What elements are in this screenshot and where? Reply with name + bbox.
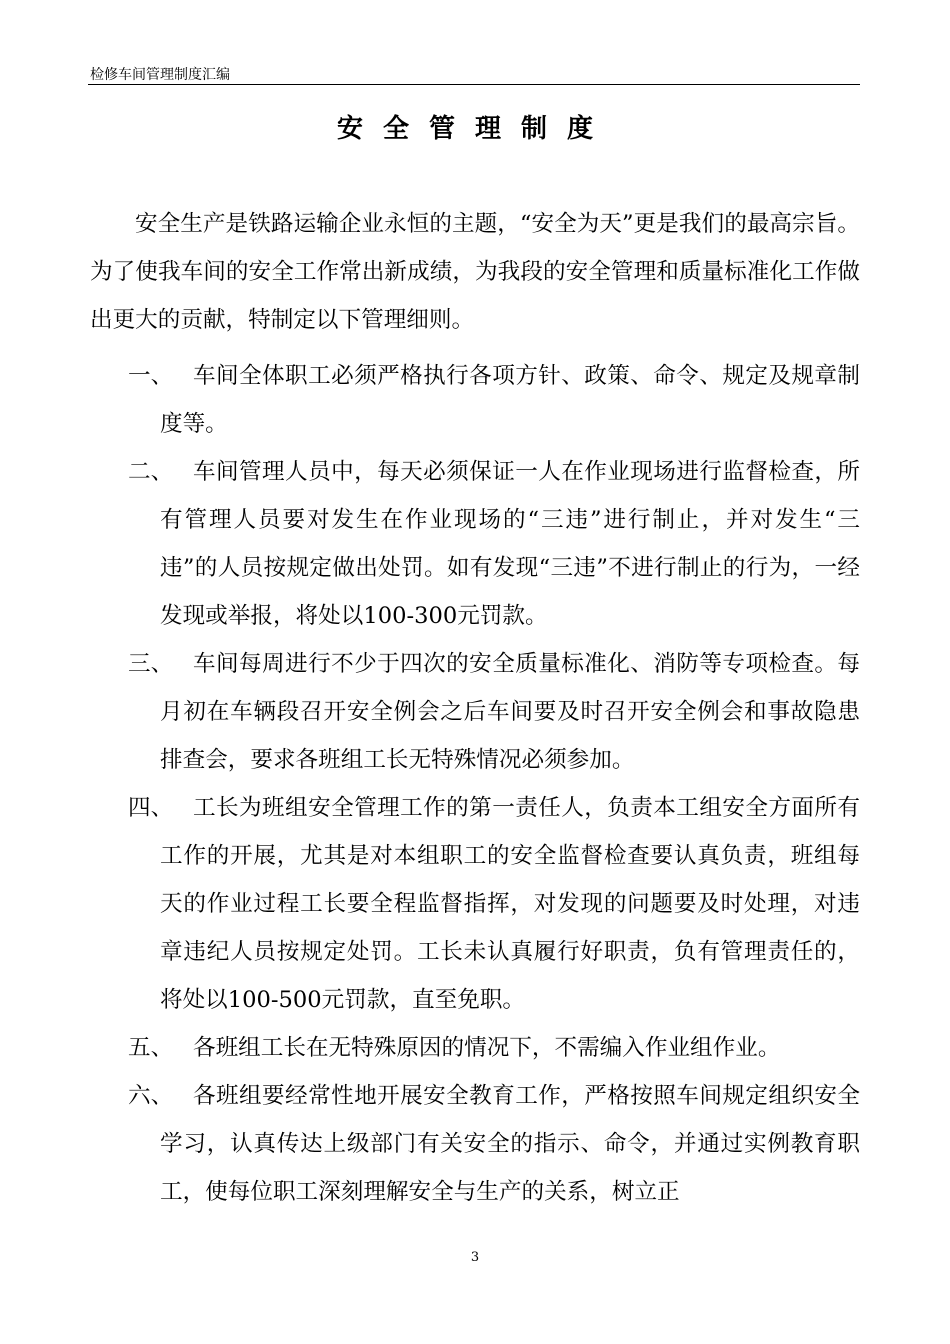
list-item: [90, 1072, 860, 1216]
intro-paragraph: 安全生产是铁路运输企业永恒的主题，“安全为天”更是我们的最高宗旨。为了使我车间的安全工作常出新成绩，为我段的安全管理和质量标准化工作做出更大的贡献，特制定以下管理细则。: [90, 211, 860, 333]
page-title: 安全管理制度: [336, 114, 613, 144]
list-item: [90, 1024, 860, 1072]
item-text: 工长为班组安全管理工作的第一责任人，负责本工组安全方面所有工作的开展，尤其是对本组职工的安全监督检查要认真负责，班组每天的作业过程工长要全程监督指挥，对发现的问题要及时处理，对违章违纪人员按规定处罚。工长未认真履行好职责，负有管理责任的，将处以100-500元罚款，直至免职。: [160, 795, 860, 1013]
header-divider: [88, 84, 860, 85]
item-number: 五、: [128, 1035, 174, 1061]
running-header: 检修车间管理制度汇编: [90, 67, 230, 83]
item-number: 一、: [128, 363, 174, 389]
item-number: 六、: [128, 1083, 174, 1109]
item-text: 各班组要经常性地开展安全教育工作，严格按照车间规定组织安全学习，认真传达上级部门有关安全的指示、命令，并通过实例教育职工，使每位职工深刻理解安全与生产的关系，树立正: [160, 1083, 860, 1205]
item-number: 二、: [128, 459, 174, 485]
item-text: 车间管理人员中，每天必须保证一人在作业现场进行监督检查，所有管理人员要对发生在作业现场的“三违”进行制止，并对发生“三违”的人员按规定做出处罚。如有发现“三违”不进行制止的行为，一经发现或举报，将处以100-300元罚款。: [160, 459, 860, 629]
item-number: 三、: [128, 651, 174, 677]
page-number: 3: [470, 1250, 480, 1265]
item-text: 车间每周进行不少于四次的安全质量标准化、消防等专项检查。每月初在车辆段召开安全例会之后车间要及时召开安全例会和事故隐患排查会，要求各班组工长无特殊情况必须参加。: [160, 651, 860, 773]
list-item: [90, 640, 860, 784]
item-text: 车间全体职工必须严格执行各项方针、政策、命令、规定及规章制度等。: [160, 363, 860, 437]
item-text: 各班组工长在无特殊原因的情况下，不需编入作业组作业。: [193, 1035, 781, 1061]
list-item: [90, 352, 860, 448]
list-item: [90, 784, 860, 1024]
list-item: [90, 448, 860, 640]
item-number: 四、: [128, 795, 174, 821]
